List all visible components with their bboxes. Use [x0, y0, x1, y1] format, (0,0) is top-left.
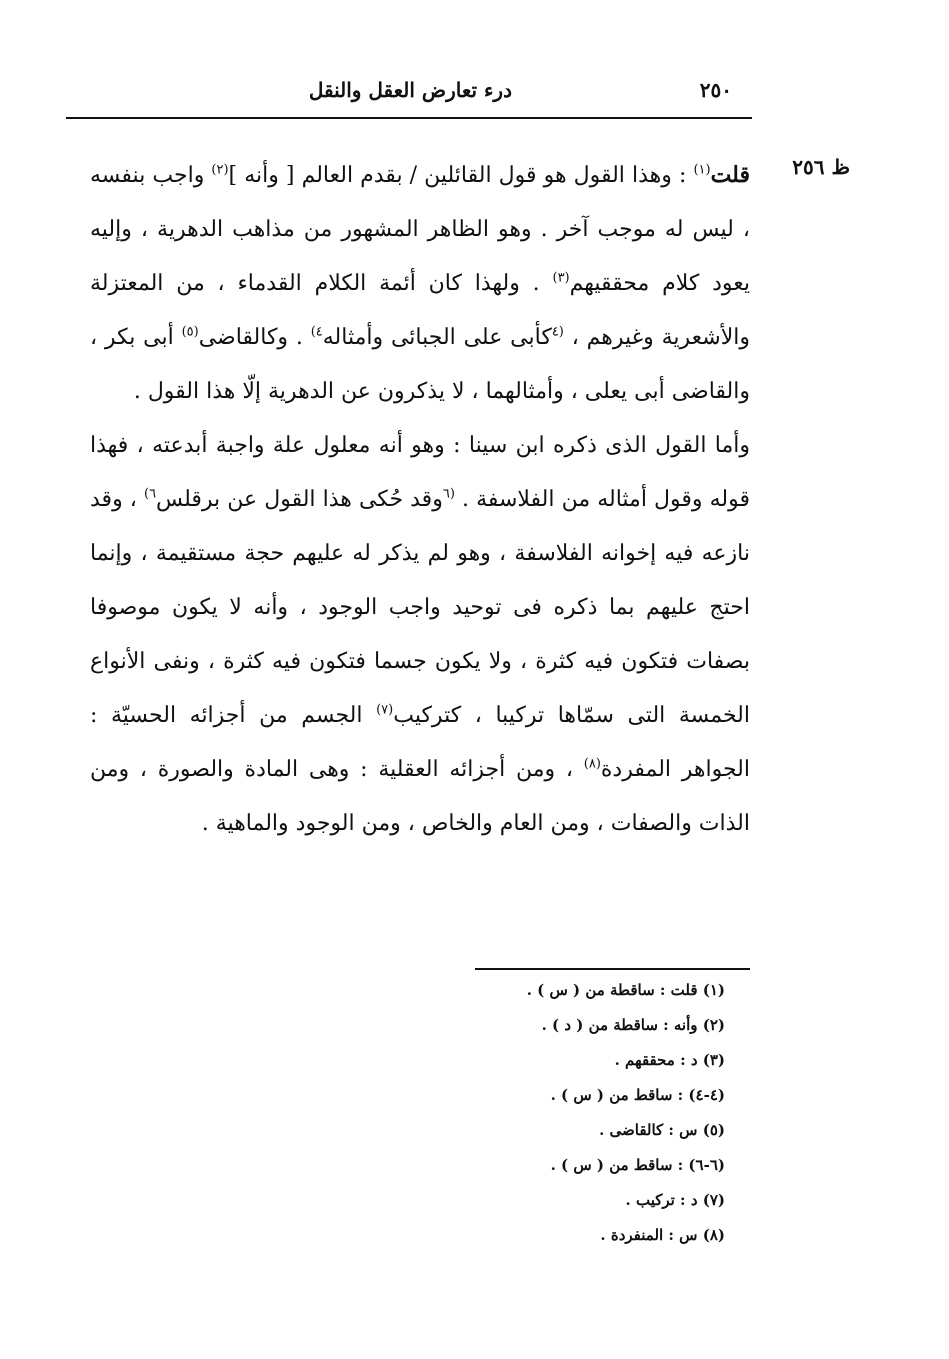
lead-word: قلت — [710, 162, 750, 188]
paragraph-1 — [90, 148, 750, 419]
text-segment: . ولهذا كان أئمة الكلام القدماء ، من المعتزلة والأشعرية وغيرهم ، — [90, 271, 750, 350]
footnote-item: (٢) وأنه : ساقطة من ( د ) . — [541, 1016, 725, 1034]
page-number: ٢٥٠ — [699, 78, 732, 102]
text-segment: : وهذا القول هو قول القائلين / بقدم العالم [ وأنه ] — [228, 163, 694, 188]
text-segment: وأما القول الذى ذكره ابن سينا : وهو أنه معلول علة واجبة أبدعته ، فهذا قوله وقول أمثاله من الفلاسفة . — [90, 433, 751, 512]
footnote-item: (٨) س : المنفردة . — [600, 1226, 725, 1244]
footnote-marker: (٢) — [211, 162, 229, 178]
footnote-marker: (٣) — [552, 270, 570, 286]
footnote-marker: (٤ — [551, 324, 564, 340]
footnote-marker: ٦) — [143, 486, 157, 502]
text-segment: كأبى على الجبائى وأمثاله — [322, 325, 552, 350]
footnotes — [420, 973, 725, 1253]
main-text — [90, 148, 750, 851]
footnote-item: (٧) د : تركيب . — [625, 1191, 725, 1209]
footnote-marker: (٨) — [583, 756, 601, 772]
footnote-marker: (١) — [693, 162, 711, 178]
footnote-marker: (٧) — [376, 702, 394, 718]
page-header — [70, 78, 742, 108]
text-segment: الجسم من أجزائه الحسيّة : الجواهر المفردة — [90, 703, 751, 782]
text-segment: ، وقد نازعه فيه إخوانه الفلاسفة ، وهو لم يذكر له عليهم حجة مستقيمة ، وإنما احتج عليهم بما ذكره فى توحيد واجب الوجود ، وأنه لا يكون موصوفا بصفات فتكون فيه كثرة ، ولا يكون جسما فتكون فيه كثرة ، ونفى الأنواع الخمسة التى سمّاها تركيبا ، كتركيب — [90, 487, 750, 728]
footnote-marker: (٦ — [442, 486, 455, 502]
footnote-item: (٤-٤) : ساقط من ( س ) . — [550, 1086, 725, 1104]
text-segment: أبى بكر ، والقاضى أبى يعلى ، وأمثالهما ، لا يذكرون عن الدهرية إلّا هذا القول . — [90, 325, 750, 404]
footnote-item: (١) قلت : ساقطة من ( س ) . — [526, 981, 725, 999]
text-segment: واجب بنفسه ، ليس له موجب آخر . وهو الظاهر المشهور من مذاهب الدهرية ، وإليه يعود كلام محققيهم — [90, 163, 751, 296]
text-segment: وقد حُكى هذا القول عن برقلس — [156, 487, 443, 512]
header-rule — [66, 117, 752, 119]
footnote-item: (٥) س : كالقاضى . — [599, 1121, 725, 1139]
manuscript-folio-reference: ظ ٢٥٦ — [792, 155, 850, 179]
running-title: درء تعارض العقل والنقل — [308, 78, 512, 102]
footnote-marker: (٥) — [181, 324, 199, 340]
footnote-marker: ٤) — [310, 324, 323, 340]
footnote-item: (٣) د : محققهم . — [614, 1051, 725, 1069]
text-segment: ، ومن أجزائه العقلية : وهى المادة والصورة ، ومن الذات والصفات ، ومن العام والخاص ، ومن الوجود والماهية . — [90, 757, 750, 836]
text-segment: . وكالقاضى — [198, 325, 311, 350]
paragraph-2 — [90, 419, 750, 851]
footnote-rule — [475, 968, 750, 970]
footnote-item: (٦-٦) : ساقط من ( س ) . — [550, 1156, 725, 1174]
